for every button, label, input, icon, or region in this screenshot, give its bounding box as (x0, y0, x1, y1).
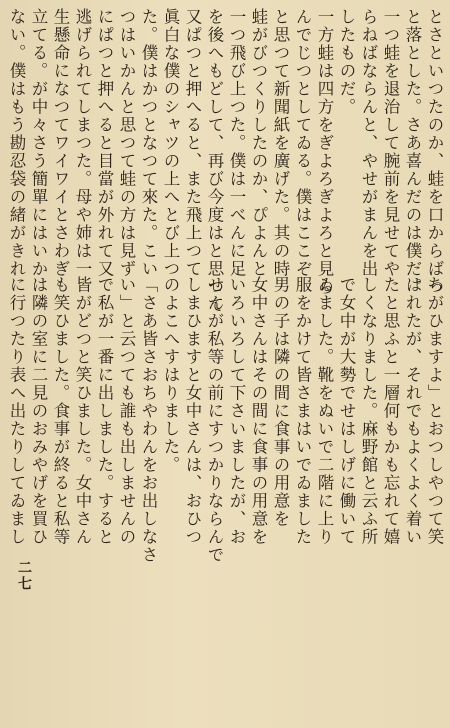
text-column: で女中が大勢でせはしげに働いて (337, 276, 356, 546)
text-column: ない。僕はもう勘忍袋の緒がきれ (7, 8, 26, 278)
text-column: 蛙がびつくりしたのか、ぴよんと (249, 8, 268, 278)
text-column: 「さあ皆さおちやわんをお出しなさ (139, 276, 158, 564)
text-column: にぱつと押へると目當が外れて又 (95, 8, 114, 278)
text-column: 眞白な僕のシャツの上へとび上つ (161, 8, 180, 278)
text-column: 皆がどつと笑ひました。女中さん (73, 276, 92, 546)
text-column: いろいろして下さいましたが、お (227, 276, 246, 546)
text-column: で私が一番に出しました。すると (95, 276, 114, 546)
text-column: に行つたり表へ出たりしてゐまし (7, 276, 26, 546)
text-column: のよこへすはりました。 (161, 276, 180, 474)
page-number: 二七 (16, 560, 32, 592)
text-column: 立てる。が中々さう簡單にはいか (29, 8, 48, 278)
text-column: つはいかんと思つて蛙の方は見ず (117, 8, 136, 278)
text-column: と落とした。さあ喜んだのは僕だ。 (403, 8, 422, 296)
text-column: と思つて新聞紙を廣げた。其の時 (271, 8, 290, 278)
text-column: したものだ。 (337, 8, 356, 116)
text-column: らねばならんと、やせがまんを出 (359, 8, 378, 278)
text-column: 又ぱつと押へると、また飛上つて (183, 8, 202, 278)
text-column: た。僕はかつとなつて來た。こい (139, 8, 158, 278)
text-column: を後へもどして、再び今度はと思つて (205, 8, 224, 314)
text-column: ちがひますよ」とおつしやつて笑 (425, 276, 444, 546)
text-column: 女中さんはその間に食事の用意を (249, 276, 268, 546)
text-column: ゐました。靴をぬいで二階に上り (315, 276, 334, 546)
text-column: 一つ蛙を退治して腕前を見せてや (381, 8, 400, 278)
text-column: 逃げられてしまつた。母や姉は一 (73, 8, 92, 278)
text-column: い」と云つても誰も出しませんの (117, 276, 136, 546)
text-column: しまひますと女中さんは、おひつ (183, 276, 202, 546)
text-column: 生懸命になつてワイワイとさわぎ (51, 8, 70, 278)
text-column: せんが私等の前にすつかりならんで (205, 276, 224, 564)
text-column: 服をかけて皆さまはいでゐました (293, 276, 312, 546)
text-column: は隣の室に二見のおみやげを買ひ (29, 276, 48, 546)
text-column: も笑ひました。食事が終ると私等 (51, 276, 70, 546)
text-column: とさといつたのか、蛙を口からばつ (425, 8, 444, 296)
text-column: 一つ飛び上つた。僕は一べんに足 (227, 8, 246, 278)
text-column: はれたが、それでもよくよく着い (403, 276, 422, 546)
text-column: しくなりました。麻野館と云ふ所 (359, 276, 378, 546)
text-column: んでじつとしてゐる。僕はここぞ (293, 8, 312, 278)
text-column: 一方蛙は四方をぎよろぎよろと見ら (315, 8, 334, 296)
text-column: たと思ふと一層何もかも忘れて嬉 (381, 276, 400, 546)
text-column: 男の子は隣の間に食事の用意を (271, 276, 290, 528)
